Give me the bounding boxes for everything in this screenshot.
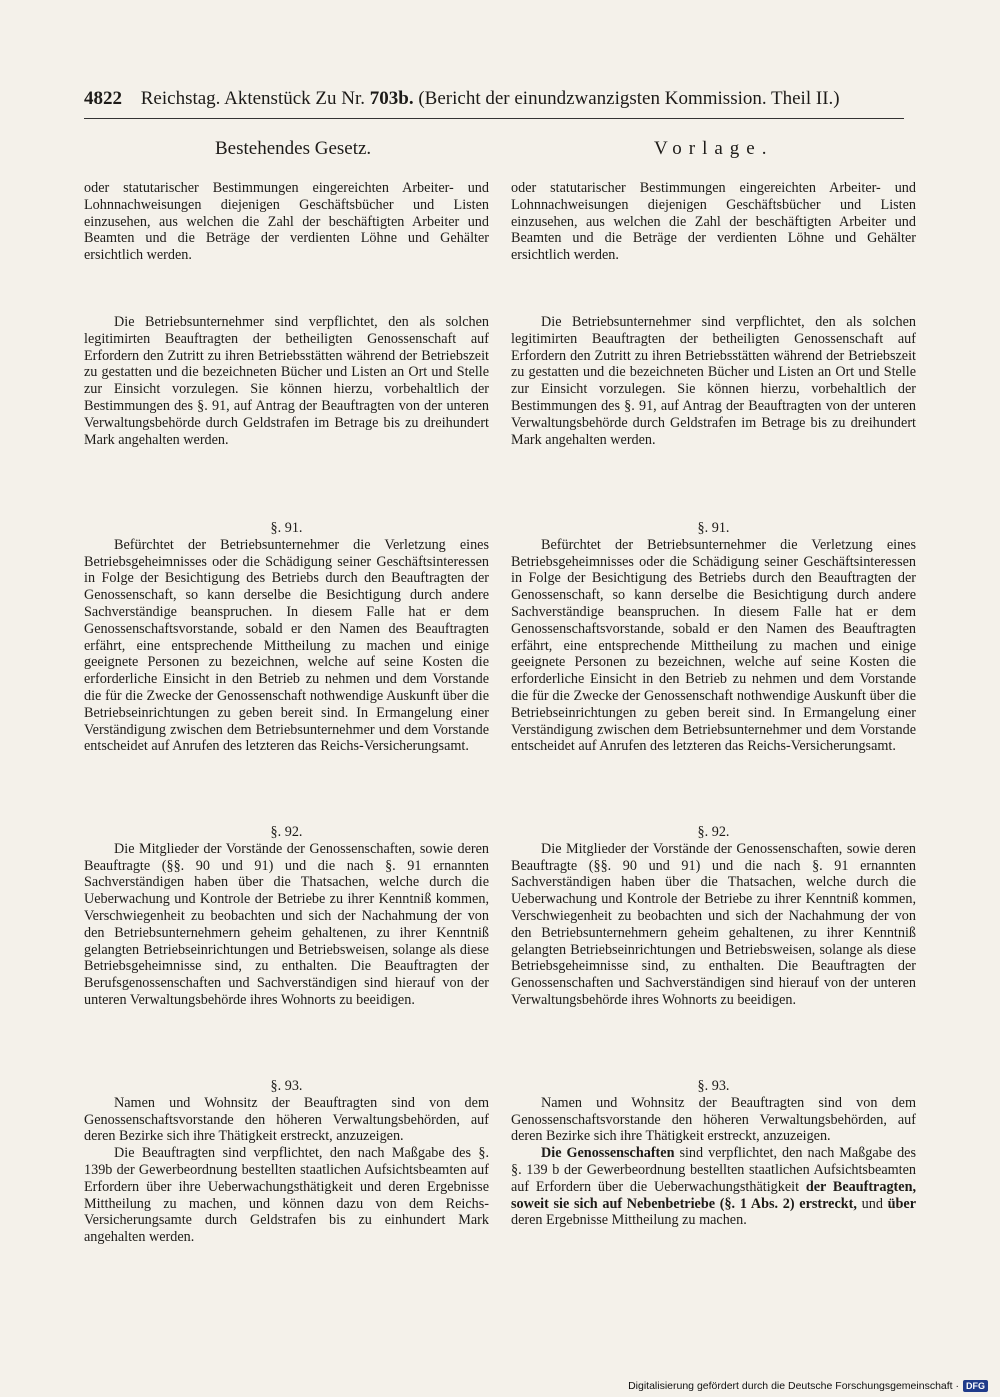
right-s93b-text-1: sind verpflichtet, den nach Maßgabe des §. 139 b der Gewerbeordnung bestellten staatlichen Aufsichtsbeamten auf Erfordern über die Ueberwachungsthätigkeit bbox=[511, 1145, 916, 1195]
left-s91-text: Befürchtet der Betriebsunternehmer die Verletzung eines Betriebsgeheimnisses oder die Schädigung seiner Geschäftsinteressen in Folge der Besichtigung des Betriebs durch den Beauftragten der Genossenschaft, so kann derselbe die Besichtigung durch andere Sachverständige beanspruchen. In diesem Falle hat er dem Genossenschaftsvorstande, sobald er den Namen des Beauftragten erfährt, eine entsprechende Mittheilung zu machen und einige geeignete Personen zu bezeichnen, welche auf seine Kosten die erforderliche Einsicht in den Betrieb zu nehmen und dem Vorstande die für die Zwecke der Genossenschaft nothwendige Auskunft über die Betriebseinrichtungen zu geben bereit sind. In Ermangelung einer Verständigung zwischen dem Betriebsunternehmer und dem Vorstande entscheidet auf Anrufen des letzteren das Reichs-Versicherungsamt. bbox=[84, 536, 489, 755]
header-title: Reichstag. Aktenstück Zu Nr. bbox=[140, 88, 366, 109]
footer-text: Digitalisierung gefördert durch die Deutsche Forschungsgemeinschaft · bbox=[628, 1380, 959, 1392]
header-subtitle: (Bericht der einundzwanzigsten Kommission. Theil II.) bbox=[418, 88, 840, 109]
right-s92-title: §. 92. bbox=[697, 824, 730, 840]
left-section-91 bbox=[84, 520, 489, 755]
header-rule bbox=[84, 118, 904, 119]
amendment-bold-1: Die Genossenschaften bbox=[541, 1145, 675, 1162]
right-p2-text: Die Betriebsunternehmer sind verpflichtet, den als solchen legitimirten Beauftragten der betheiligten Genossenschaft auf Erfordern den Zutritt zu ihren Betriebsstätten während der Betriebszeit zu gestatten und die bezeichneten Bücher und Listen an Ort und Stelle zur Einsicht vorzulegen. Sie können hierzu, vorbehaltlich der Bestimmungen des §. 91, auf Antrag der Beauftragten von der unteren Verwaltungsbehörde durch Geldstrafen im Betrage bis zu dreihundert Mark angehalten werden. bbox=[511, 314, 916, 448]
right-s91-title: §. 91. bbox=[697, 520, 730, 536]
left-s93-title: §. 93. bbox=[270, 1078, 303, 1094]
left-s92-text: Die Mitglieder der Vorstände der Genossenschaften, sowie deren Beauftragte (§§. 90 und 91) und die nach §. 91 ernannten Sachverständigen haben über die Thatsachen, welche durch die Ueberwachung und Kontrole der Betriebe zu ihrer Kenntniß kommen, Verschwiegenheit zu beobachten und sich der Nachahmung der von den Betriebsunternehmern geheim gehaltenen, zu ihrer Kenntniß gelangten Betriebseinrichtungen und Betriebsweisen, solange als diese Betriebsgeheimnisse sind, zu enthalten. Die Beauftragten der Berufsgenossenschaften und Sachverständigen sind hierauf von der unteren Verwaltungsbehörde ihres Wohnorts zu beeidigen. bbox=[84, 840, 489, 1008]
document-number: 703b. bbox=[369, 88, 414, 109]
right-s92-text: Die Mitglieder der Vorstände der Genossenschaften, sowie deren Beauftragte (§§. 90 und 91) und die nach §. 91 ernannten Sachverständigen haben über die Thatsachen, welche durch die Ueberwachung und Kontrole der Betriebe zu ihrer Kenntniß kommen, Verschwiegenheit zu beobachten und sich der Nachahmung der von den Betriebsunternehmern geheim gehaltenen, zu ihrer Kenntniß gelangten Betriebseinrichtungen und Betriebsweisen, solange als diese Betriebsgeheimnisse sind, zu enthalten. Die Beauftragten der Genossenschaften und Sachverständigen sind hierauf von der unteren Verwaltungsbehörde ihres Wohnorts zu beeidigen. bbox=[511, 840, 916, 1008]
right-paragraph-2 bbox=[511, 314, 916, 448]
left-s93a-text: Namen und Wohnsitz der Beauftragten sind von dem Genossenschaftsvorstande den höheren Verwaltungsbehörden, auf deren Bezirke sich ihre Thätigkeit erstreckt, anzuzeigen. bbox=[84, 1094, 489, 1145]
right-s93a-text: Namen und Wohnsitz der Beauftragten sind von dem Genossenschaftsvorstande den höheren Verwaltungsbehörden, auf deren Bezirke sich ihre Thätigkeit erstreckt, anzuzeigen. bbox=[511, 1094, 916, 1145]
left-s91-title: §. 91. bbox=[270, 520, 303, 536]
left-section-93 bbox=[84, 1078, 489, 1246]
left-p2-text: Die Betriebsunternehmer sind verpflichtet, den als solchen legitimirten Beauftragten der betheiligten Genossenschaft auf Erfordern den Zutritt zu ihren Betriebsstätten während der Betriebszeit zu gestatten und die bezeichneten Bücher und Listen an Ort und Stelle zur Einsicht vorzulegen. Sie können hierzu, vorbehaltlich der Bestimmungen des §. 91, auf Antrag der Beauftragten von der unteren Verwaltungsbehörde durch Geldstrafen im Betrage bis zu dreihundert Mark angehalten werden. bbox=[84, 314, 489, 448]
digitization-footer bbox=[628, 1380, 988, 1392]
right-s93b-text bbox=[511, 1145, 916, 1229]
right-section-93 bbox=[511, 1078, 916, 1229]
page-header bbox=[84, 88, 904, 110]
left-paragraph-2 bbox=[84, 314, 489, 448]
dfg-logo-icon: DFG bbox=[963, 1380, 988, 1392]
left-column-heading: Bestehendes Gesetz. bbox=[215, 138, 372, 159]
left-section-92 bbox=[84, 824, 489, 1009]
left-s93b-text: Die Beauftragten sind verpflichtet, den nach Maßgabe des §. 139b der Gewerbeordnung bestellten staatlichen Aufsichtsbeamten auf Erfordern über ihre Ueberwachungsthätigkeit und deren Ergebnisse Mittheilung zu machen, und können dazu von dem Reichs-Versicherungsamte durch Geldstrafen bis zu einhundert Mark angehalten werden. bbox=[84, 1145, 489, 1246]
right-section-91 bbox=[511, 520, 916, 755]
amendment-bold-2: der Beauftragten, soweit sie sich auf Nebenbetriebe (§. 1 Abs. 2) erstreckt, bbox=[511, 1178, 917, 1212]
right-s93b-text-3: deren Ergebnisse Mittheilung zu machen. bbox=[511, 1212, 747, 1229]
left-paragraph-1 bbox=[84, 180, 489, 264]
page-number: 4822 bbox=[84, 88, 122, 109]
right-s93-title: §. 93. bbox=[697, 1078, 730, 1094]
left-p1-text: oder statutarischer Bestimmungen eingereichten Arbeiter- und Lohnnachweisungen diejenigen Geschäftsbücher und Listen einzusehen, aus welchen die Zahl der beschäftigten Arbeiter und Beamten und die Beträge der verdienten Löhne und Gehälter ersichtlich werden. bbox=[84, 180, 489, 264]
right-s93b-text-2: und bbox=[856, 1195, 888, 1212]
left-s92-title: §. 92. bbox=[270, 824, 303, 840]
amendment-bold-3: über bbox=[887, 1195, 916, 1212]
right-paragraph-1 bbox=[511, 180, 916, 264]
right-p1-text: oder statutarischer Bestimmungen eingereichten Arbeiter- und Lohnnachweisungen diejenigen Geschäftsbücher und Listen einzusehen, aus welchen die Zahl der beschäftigten Arbeiter und Beamten und die Beträge der verdienten Löhne und Gehälter ersichtlich werden. bbox=[511, 180, 916, 264]
right-s91-text: Befürchtet der Betriebsunternehmer die Verletzung eines Betriebsgeheimnisses oder die Schädigung seiner Geschäftsinteressen in Folge der Besichtigung des Betriebs durch den Beauftragten der Genossenschaft, so kann derselbe die Besichtigung durch andere Sachverständige beanspruchen. In diesem Falle hat er dem Genossenschaftsvorstande, sobald er den Namen des Beauftragten erfährt, eine entsprechende Mittheilung zu machen und einige geeignete Personen zu bezeichnen, welche auf seine Kosten die erforderliche Einsicht in den Betrieb zu nehmen und dem Vorstande die für die Zwecke der Genossenschaft nothwendige Auskunft über die Betriebseinrichtungen zu geben bereit sind. In Ermangelung einer Verständigung zwischen dem Betriebsunternehmer und dem Vorstande entscheidet auf Anrufen des letzteren das Reichs-Versicherungsamt. bbox=[511, 536, 916, 755]
right-column-heading: Vorlage. bbox=[654, 138, 774, 159]
right-section-92 bbox=[511, 824, 916, 1009]
